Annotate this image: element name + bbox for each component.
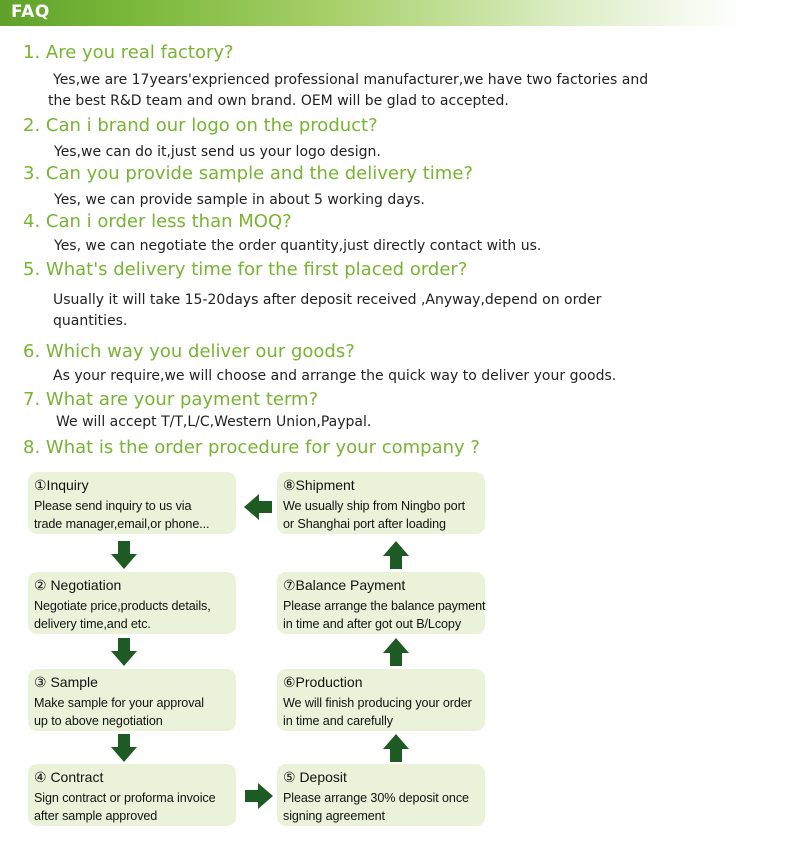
arrow-up-icon [381,733,411,763]
faq-question-7: 7. What are your payment term? [23,389,319,410]
arrow-down-icon [109,637,139,667]
faq-answer-1-line-2: the best R&D team and own brand. OEM will be glad to accepted. [48,93,509,109]
step-description: Negotiate price,products details, delivery time,and etc. [34,599,211,631]
faq-question-2: 2. Can i brand our logo on the product? [23,115,378,136]
step-contract [28,764,236,826]
arrow-down-icon [109,733,139,763]
step-title: ⑥Production [283,674,363,690]
banner-title: FAQ [11,2,50,22]
step-production [277,669,485,731]
step-description: Please send inquiry to us via trade manager,email,or phone... [34,499,210,531]
step-description: Please arrange 30% deposit once signing agreement [283,791,469,823]
arrow-down-icon [109,540,139,570]
step-shipment [277,472,485,534]
step-description: We will finish producing your order in time and carefully [283,696,472,728]
step-negotiation [28,572,236,634]
faq-question-1: 1. Are you real factory? [23,42,234,63]
step-title: ③ Sample [34,674,98,690]
faq-answer-6-line-1: As your require,we will choose and arrange the quick way to deliver your goods. [53,368,617,384]
arrow-right-icon [244,781,274,811]
faq-question-8: 8. What is the order procedure for your company ? [23,437,480,458]
faq-banner [0,0,740,26]
faq-answer-3-line-1: Yes, we can provide sample in about 5 working days. [54,192,425,208]
faq-question-5: 5. What's delivery time for the first placed order? [23,259,468,280]
step-title: ④ Contract [34,769,104,785]
faq-answer-1-line-1: Yes,we are 17years'exprienced professional manufacturer,we have two factories and [53,72,649,88]
faq-answer-4-line-1: Yes, we can negotiate the order quantity,just directly contact with us. [54,238,542,254]
step-inquiry [28,472,236,534]
step-description: Sign contract or proforma invoice after sample approved [34,791,216,823]
arrow-up-icon [381,637,411,667]
step-title: ⑧Shipment [283,477,355,493]
arrow-up-icon [381,540,411,570]
step-description: Please arrange the balance payment in time and after got out B/Lcopy [283,599,486,631]
step-sample [28,669,236,731]
faq-question-4: 4. Can i order less than MOQ? [23,211,292,232]
step-title: ⑤ Deposit [283,769,347,785]
faq-question-6: 6. Which way you deliver our goods? [23,341,355,362]
arrow-left-icon [243,492,273,522]
faq-answer-5-line-2: quantities. [53,313,128,329]
step-description: We usually ship from Ningbo port or Shanghai port after loading [283,499,466,531]
faq-answer-5-line-1: Usually it will take 15-20days after deposit received ,Anyway,depend on order [53,292,602,308]
faq-answer-2-line-1: Yes,we can do it,just send us your logo design. [54,144,381,160]
step-description: Make sample for your approval up to above negotiation [34,696,204,728]
step-title: ⑦Balance Payment [283,577,406,593]
step-deposit [277,764,485,826]
step-balance-payment [277,572,485,634]
step-title: ①Inquiry [34,477,89,493]
faq-question-3: 3. Can you provide sample and the delivery time? [23,163,473,184]
faq-answer-7-line-1: We will accept T/T,L/C,Western Union,Paypal. [56,414,372,430]
step-title: ② Negotiation [34,577,122,593]
